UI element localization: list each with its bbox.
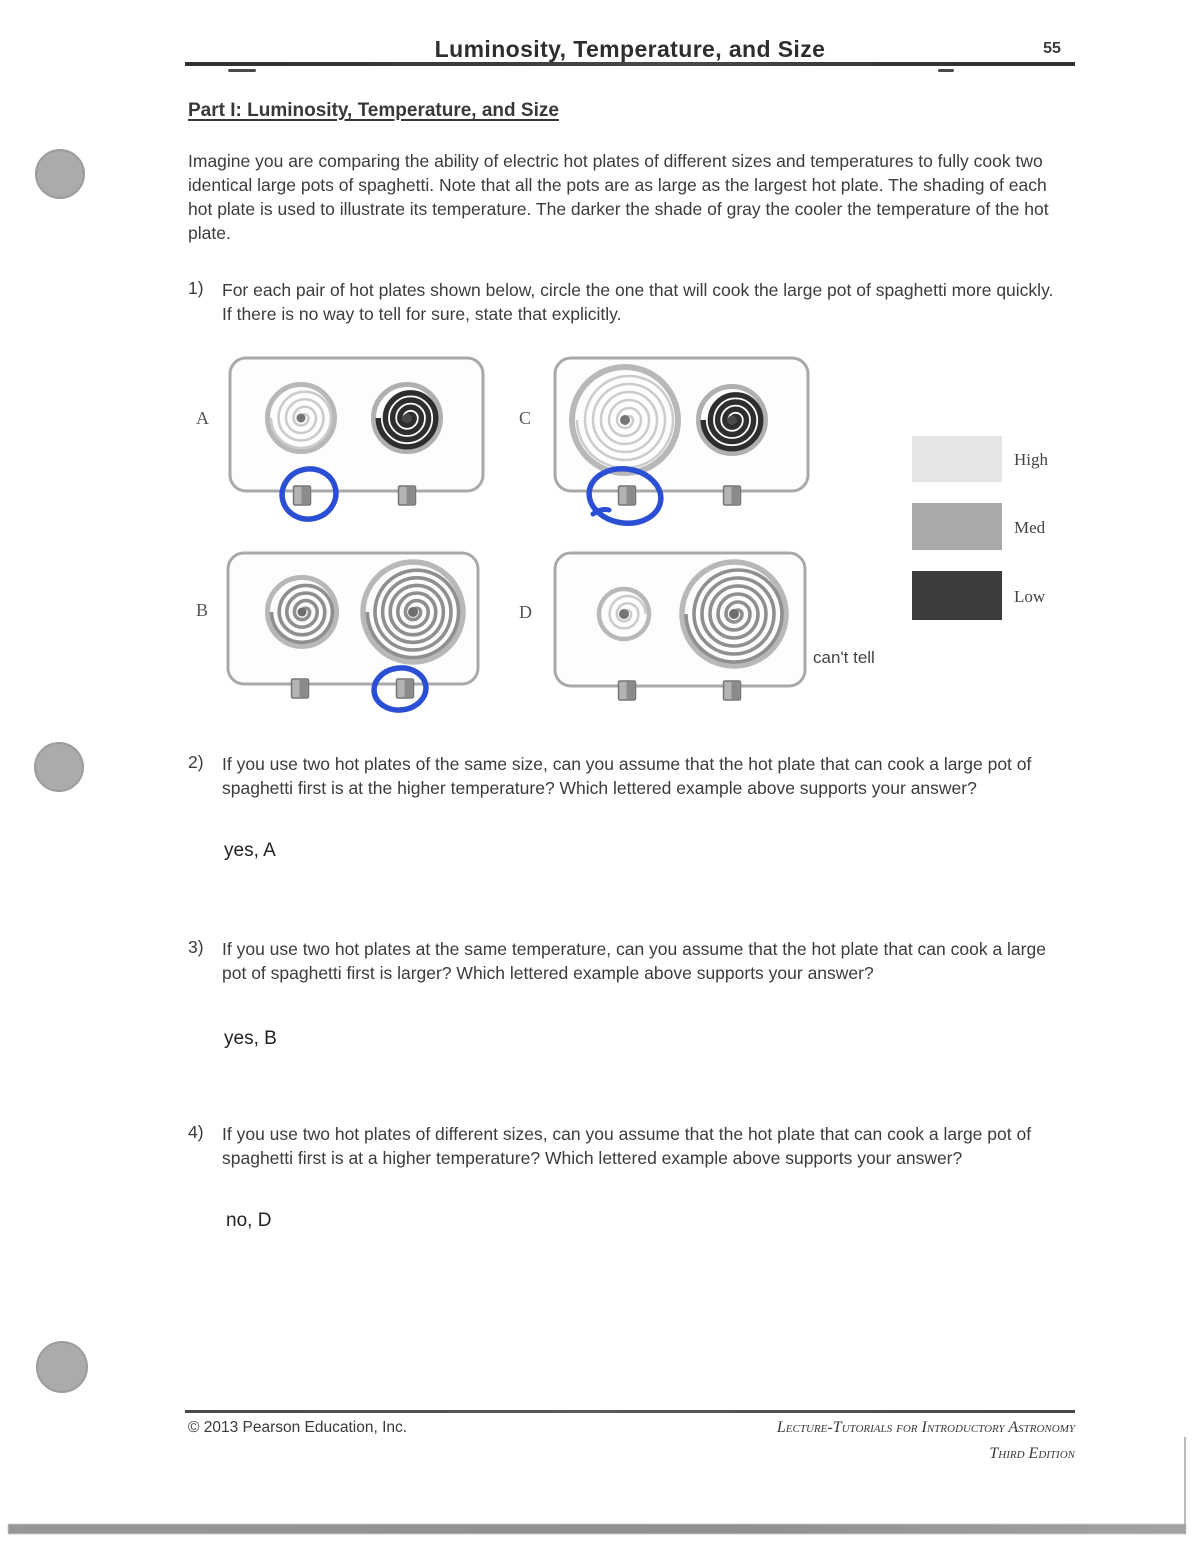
question-2-text: If you use two hot plates of the same size, can you assume that the hot plate that can cook a large pot of spaghetti first is at the higher temperature? Which lettered example above supports your answer? [222,754,1032,798]
question-1-number: 1) [188,278,204,298]
hot-plate-c [553,356,811,530]
footer-copyright: © 2013 Pearson Education, Inc. [188,1419,408,1436]
scan-ink-mark [938,69,954,72]
hot-plate-b [226,551,484,715]
question-4-number: 4) [188,1122,204,1142]
question-3-text: If you use two hot plates at the same temperature, can you assume that the hot plate that can cook a large pot of spaghetti first is larger? Which lettered example above supports your answer? [222,939,1046,983]
knob-left [619,681,636,700]
footer-edition: Third Edition [989,1445,1075,1462]
page-number: 55 [1043,40,1061,57]
header-rule [185,62,1075,66]
question-1-text: For each pair of hot plates shown below, circle the one that will cook the large pot of spaghetti more quickly. If there is no way to tell for sure, state that explicitly. [222,280,1054,324]
legend-label-low: Low [1014,587,1046,606]
hole-punch-bottom [36,1341,88,1393]
hole-punch-middle [34,742,84,792]
knob-left [619,486,636,505]
hot-plate-d [553,551,811,703]
footer-rule [185,1410,1075,1413]
knob-left [292,679,309,698]
knob-left [294,486,311,505]
scan-ink-mark [228,69,256,72]
hot-plate-a [228,356,486,526]
burner-small-low [374,385,441,452]
hole-punch-top [35,149,85,199]
knob-right [397,679,414,698]
plate-label-d: D [519,602,532,622]
plate-label-c: C [519,408,532,428]
plate-label-a: A [196,408,209,428]
plate-label-b: B [196,600,209,620]
legend-swatch-med [912,503,1002,550]
cant-tell-annotation: can't tell [813,648,875,667]
question-3-answer: yes, B [224,1028,277,1049]
section-heading: Part I: Luminosity, Temperature, and Size [188,100,559,121]
burner-small-low [699,387,766,454]
footer-series-title: Lecture-Tutorials for Introductory Astronomy [776,1419,1075,1436]
legend-swatch-high [912,436,1002,482]
question-4-text: If you use two hot plates of different sizes, can you assume that the hot plate that can cook a large pot of spaghetti first is at a higher temperature? Which lettered example above supports your answer? [222,1124,1032,1168]
question-2-number: 2) [188,752,204,772]
scan-bottom-bar [8,1524,1186,1534]
question-3-number: 3) [188,937,204,957]
page-title: Luminosity, Temperature, and Size [434,36,826,62]
knob-right [399,486,416,505]
question-4-answer: no, D [226,1210,272,1231]
legend-label-med: Med [1014,518,1046,537]
intro-paragraph: Imagine you are comparing the ability of electric hot plates of different sizes and temperatures to fully cook two identical large pots of spaghetti. Note that all the pots are as large as the largest hot plate. The shading of each hot plate is used to illustrate its temperature. The darker the shade of gray the cooler the temperature of the hot plate. [188,151,1049,243]
legend-label-high: High [1014,450,1048,469]
knob-right [724,681,741,700]
knob-right [724,486,741,505]
question-2-answer: yes, A [224,840,276,861]
legend-swatch-low [912,571,1002,620]
scan-page-edge-line [1184,1437,1186,1534]
